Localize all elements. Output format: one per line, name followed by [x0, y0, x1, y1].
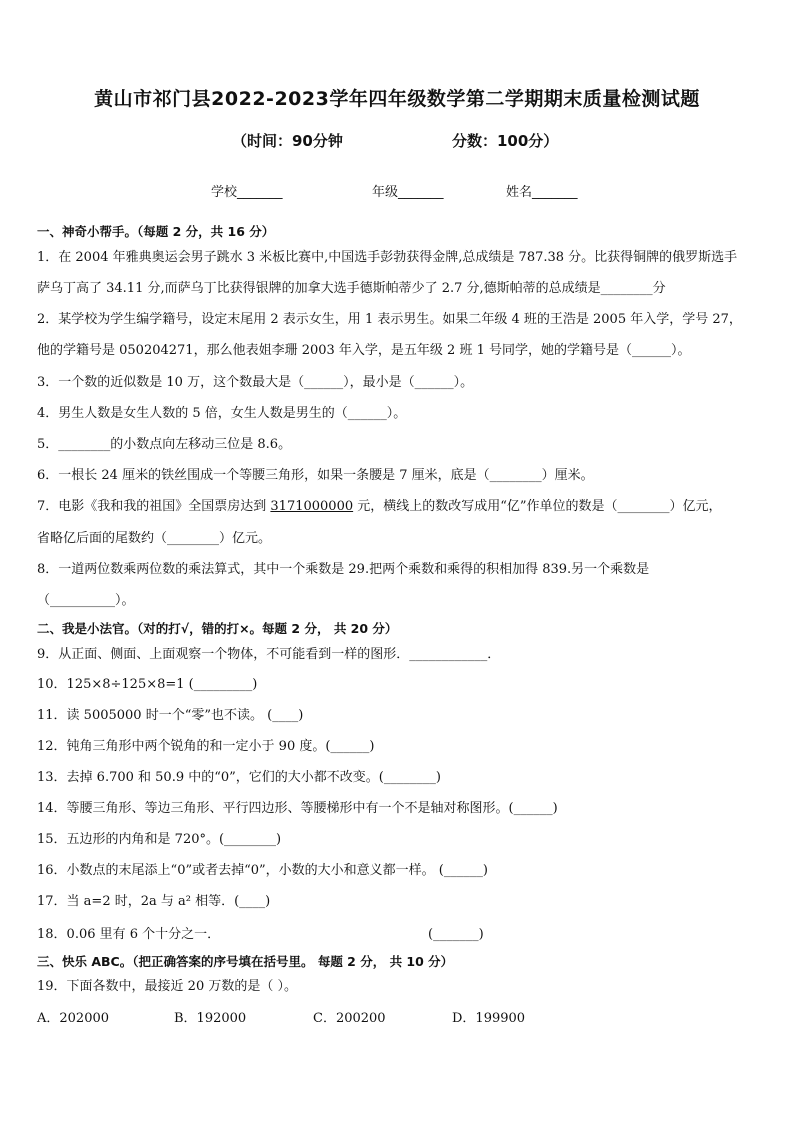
exam-time: （时间：90分钟	[232, 132, 343, 150]
name-field: 姓名_______	[506, 185, 578, 200]
question-8-line-1: 8．一道两位数乘两位数的乘法算式，其中一个乘数是 29.把两个乘数和乘得的积相加得 839.另一个乘数是	[37, 562, 650, 577]
question-4: 4．男生人数是女生人数的 5 倍，女生人数是男生的（______）。	[37, 406, 407, 421]
question-6: 6．一根长 24 厘米的铁丝围成一个等腰三角形，如果一条腰是 7 厘米，底是（________）厘米。	[37, 468, 594, 483]
question-8-line-2: （__________）。	[37, 593, 135, 608]
question-11: 11．读 5005000 时一个“零”也不读。 (____)	[37, 708, 304, 723]
question-17: 17．当 a=2 时，2a 与 a² 相等．(____)	[37, 894, 271, 909]
question-9: 9．从正面、侧面、上面观察一个物体，不可能看到一样的图形．____________．	[37, 647, 501, 662]
question-18-blank: (_______)	[428, 927, 484, 942]
section-heading-2: 二、我是小法官。（对的打√，错的打×。每题 2 分， 共 20 分）	[37, 621, 398, 636]
question-19-option-c: C．200200	[313, 1011, 386, 1026]
question-18: 18．0.06 里有 6 个十分之一．	[37, 927, 221, 942]
question-14: 14．等腰三角形、等边三角形、平行四边形、等腰梯形中有一个不是轴对称图形。(______)	[37, 801, 558, 816]
question-3: 3．一个数的近似数是 10 万，这个数最大是（______），最小是（______）。	[37, 375, 474, 390]
section-heading-1: 一、神奇小帮手。（每题 2 分，共 16 分）	[37, 224, 275, 239]
question-7-number: 3171000000	[270, 499, 354, 514]
question-16: 16．小数点的末尾添上“0”或者去掉“0”，小数的大小和意义都一样。 (______)	[37, 863, 488, 878]
exam-score: 分数：100分）	[452, 132, 559, 150]
question-15: 15．五边形的内角和是 720°。(________)	[37, 832, 282, 847]
school-field: 学校_______	[211, 185, 283, 200]
question-19-option-d: D．199900	[452, 1011, 526, 1026]
question-10: 10．125×8÷125×8=1 (_________)	[37, 677, 258, 692]
question-5: 5．________的小数点向左移动三位是 8.6。	[37, 437, 292, 452]
page-title: 黄山市祁门县2022-2023学年四年级数学第二学期期末质量检测试题	[94, 88, 700, 110]
question-19-option-b: B．192000	[174, 1011, 247, 1026]
question-2-line-1: 2．某学校为学生编学籍号，设定末尾用 2 表示女生，用 1 表示男生。如果二年级 4 班的王浩是 2005 年入学，学号 27，	[37, 312, 742, 327]
question-19: 19．下面各数中，最接近 20 万数的是（ ）。	[37, 979, 297, 994]
grade-field: 年级_______	[372, 185, 444, 200]
question-7-suffix: 元，横线上的数改写成用“亿”作单位的数是（________）亿元，	[353, 499, 722, 514]
question-13: 13．去掉 6.700 和 50.9 中的“0”，它们的大小都不改变。(________)	[37, 770, 441, 785]
question-7-line-1	[37, 498, 722, 516]
question-19-option-a: A．202000	[37, 1011, 110, 1026]
question-1-line-1: 1．在 2004 年雅典奥运会男子跳水 3 米板比赛中,中国选手彭勃获得金牌,总成绩是 787.38 分。比获得铜牌的俄罗斯选手	[37, 250, 738, 265]
section-heading-3: 三、快乐 ABC。（把正确答案的序号填在括号里。 每题 2 分， 共 10 分）	[37, 954, 454, 969]
question-12: 12．钝角三角形中两个锐角的和一定小于 90 度。(______)	[37, 739, 375, 754]
question-7-line-2: 省略亿后面的尾数约（________）亿元。	[37, 531, 272, 546]
question-1-line-2: 萨乌丁高了 34.11 分,而萨乌丁比获得银牌的加拿大选手德斯帕蒂少了 2.7 分,德斯帕蒂的总成绩是________分	[37, 281, 666, 296]
question-7-prefix: 7．电影《我和我的祖国》全国票房达到	[37, 499, 271, 514]
question-2-line-2: 他的学籍号是 050204271，那么他表姐李珊 2003 年入学，是五年级 2 班 1 号同学，她的学籍号是（______）。	[37, 343, 691, 358]
